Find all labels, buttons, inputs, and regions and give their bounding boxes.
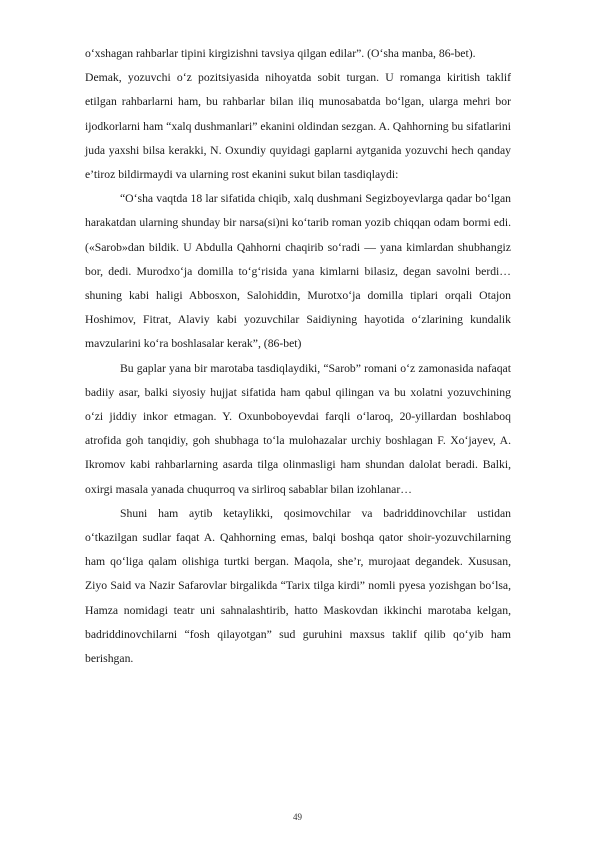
page-number: 49 bbox=[293, 812, 302, 822]
paragraph-4: Bu gaplar yana bir marotaba tasdiqlaydiki, “Sarob” romani o‘z zamonasida nafaqat badiiy asar, balki siyosiy hujjat sifatida ham qabul qilingan va bu xolatni yozuvchining o‘zi jiddiy inkor etmagan. Y. Oxunboboyevdai farqli o‘laroq, 20-yillardan boshlaboq atrofida goh tanqidiy, goh shubhaga to‘la mulohazalar urchiy boshlagan F. Xo‘jayev, A. Ikromov kabi rahbarlarning asarda tilga olinmasligi ham shundan dalolat beradi. Balki, oxirgi masala yanada chuqurroq va sirliroq sabablar bilan izohlanar… bbox=[85, 361, 511, 496]
paragraph-3-quote: “O‘sha vaqtda 18 lar sifatida chiqib, xalq dushmani Segizboyevlarga qadar bo‘lgan harakatdan ularning shunday bir narsa(si)ni ko‘tarib roman yozib chiqqan odam bormi edi. («Sarob»dan bildik. U Abdulla Qahhorni chaqirib so‘radi — yana kimlardan shubhangiz bor, dedi. Murodxo‘ja domilla to‘g‘risida yana kimlarni bilasiz, degan savolni berdi… shuning kabi haligi Abbosxon, Salohiddin, Murotxo‘ja domilla tiplari orqali Otajon Hoshimov, Fitrat, Alaviy kabi yozuvchilar Saidiyning hayotida o‘zlarining kundalik mavzularini ko‘ra boshlasalar kerak”, (86-bet) bbox=[85, 192, 511, 351]
paragraph-1: o‘xshagan rahbarlar tipini kirgizishni tavsiya qilgan edilar”. (O‘sha manba, 86-bet). bbox=[85, 47, 476, 60]
paragraph-2: Demak, yozuvchi o‘z pozitsiyasida nihoyatda sobit turgan. U romanga kiritish taklif etilgan rahbarlarni ham, bu rahbarlar bilan iliq munosabatda bo‘lgan, ularga mehri bor ijodkorlarni ham “xalq dushmanlari” ekanini oldindan sezgan. A. Qahhorning bu sifatlarini juda yaxshi bilsa kerakki, N. Oxundiy quyidagi gaplarni aytganida yozuvchi hech qanday e’tiroz bildirmaydi va ularning rost ekanini sukut bilan tasdiqlaydi: bbox=[85, 71, 511, 182]
body-text bbox=[85, 42, 511, 671]
paragraph-5: Shuni ham aytib ketaylikki, qosimovchilar va badriddinovchilar ustidan o‘tkazilgan sudlar faqat A. Qahhorning emas, balqi boshqa qator shoir-yozuvchilarning ham qo‘liga qalam olishiga turtki bergan. Maqola, she’r, murojaat degandek. Xususan, Ziyo Said va Nazir Safarovlar birgalikda “Tarix tilga kirdi” nomli pyesa yozishgan bo‘lsa, Hamza nomidagi teatr uni sahnalashtirib, hatto Maskovdan ikkinchi marotaba kelgan, badriddinovchilarni “fosh qilayotgan” sud guruhini maxsus taklif qilib qo‘yib ham berishgan. bbox=[85, 506, 511, 666]
